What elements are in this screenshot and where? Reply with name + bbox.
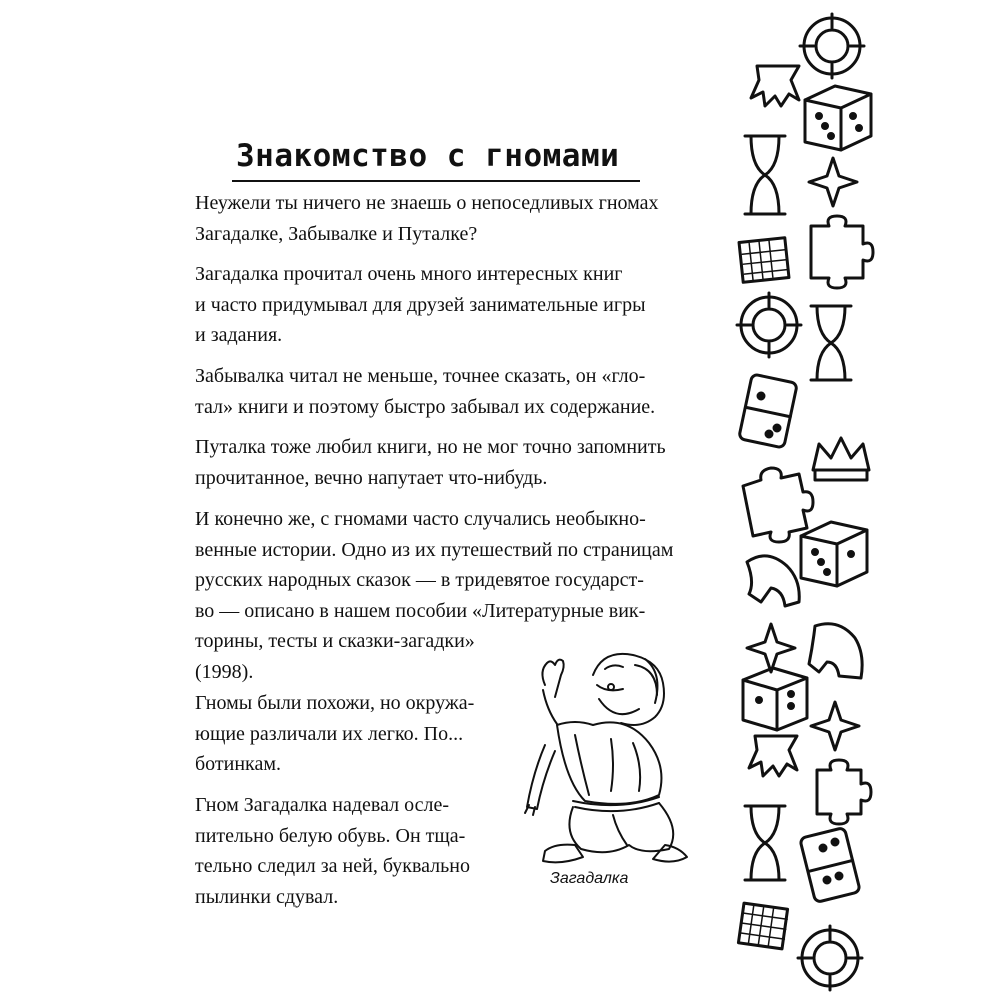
text-line: Загадалке, Забывалке и Путалке?	[195, 222, 478, 245]
text-line: (1998).	[195, 660, 254, 683]
text-line: Загадалка прочитал очень много интересных книг	[195, 263, 623, 285]
star-icon	[811, 702, 859, 750]
text-line: и задания.	[195, 324, 283, 346]
text-line: тал» книги и поэтому быстро забывал их содержание.	[195, 395, 656, 418]
chess-knight-icon	[809, 624, 862, 678]
text-line: Гномы были похожи, но окружа-	[195, 692, 475, 714]
hourglass-icon	[745, 806, 785, 880]
dwarf-zagadalka-illustration	[515, 645, 705, 870]
domino-icon	[800, 827, 861, 902]
grid-board-icon	[738, 903, 788, 949]
text-line: русских народных сказок — в тридевятое государст-	[195, 569, 644, 591]
star-icon	[809, 158, 857, 206]
text-line: во — описано в нашем пособии «Литературные вик-	[195, 599, 646, 622]
paragraph-1	[195, 188, 710, 249]
text-line: Гном Загадалка надевал осле-	[195, 794, 449, 816]
paragraph-2	[195, 259, 710, 351]
text-line: И конечно же, с гномами часто случались необыкно-	[195, 508, 646, 530]
text-line: Забывалка читал не меньше, точнее сказать, он «гло-	[195, 365, 646, 387]
dice-icon	[801, 522, 867, 586]
illustration-caption: Загадалка	[550, 870, 629, 887]
domino-icon	[739, 374, 798, 448]
dice-icon	[805, 86, 871, 150]
target-icon	[800, 14, 864, 78]
crown-icon	[813, 438, 869, 480]
text-line: прочитанное, вечно напутает что-нибудь.	[195, 466, 548, 489]
crown-icon	[749, 736, 797, 776]
text-line: Путалка тоже любил книги, но не мог точно запомнить	[195, 436, 666, 458]
text-line: торины, тесты и сказки-загадки»	[195, 630, 475, 652]
hourglass-icon	[745, 136, 785, 214]
text-line: венные истории. Одно из их путешествий по страницам	[195, 538, 674, 561]
puzzle-icon	[743, 468, 813, 542]
puzzle-icon	[811, 216, 873, 288]
chess-knight-icon	[747, 556, 799, 606]
grid-board-icon	[739, 238, 789, 283]
text-line: пительно белую обувь. Он тща-	[195, 824, 466, 847]
text-line: и часто придумывал для друзей занимательные игры	[195, 293, 646, 316]
title-underline	[232, 180, 640, 182]
text-line: тельно следил за ней, буквально	[195, 855, 470, 877]
target-icon	[798, 926, 862, 990]
page-title: Знакомство с гномами	[236, 138, 620, 174]
paragraph-7	[195, 790, 495, 912]
dice-icon	[743, 668, 807, 730]
paragraph-4	[195, 432, 710, 493]
decorative-icon-border	[725, 0, 1000, 1000]
paragraph-3	[195, 361, 710, 422]
text-line: ющие различали их легко. По...	[195, 722, 464, 745]
puzzle-icon	[817, 760, 871, 824]
star-icon	[747, 624, 795, 672]
crown-icon	[751, 66, 799, 106]
paragraph-6	[195, 688, 495, 780]
target-icon	[737, 293, 801, 357]
text-line: ботинкам.	[195, 753, 282, 775]
text-line: Неужели ты ничего не знаешь о непоседливых гномах	[195, 192, 659, 214]
hourglass-icon	[811, 306, 851, 380]
text-line: пылинки сдувал.	[195, 885, 339, 908]
